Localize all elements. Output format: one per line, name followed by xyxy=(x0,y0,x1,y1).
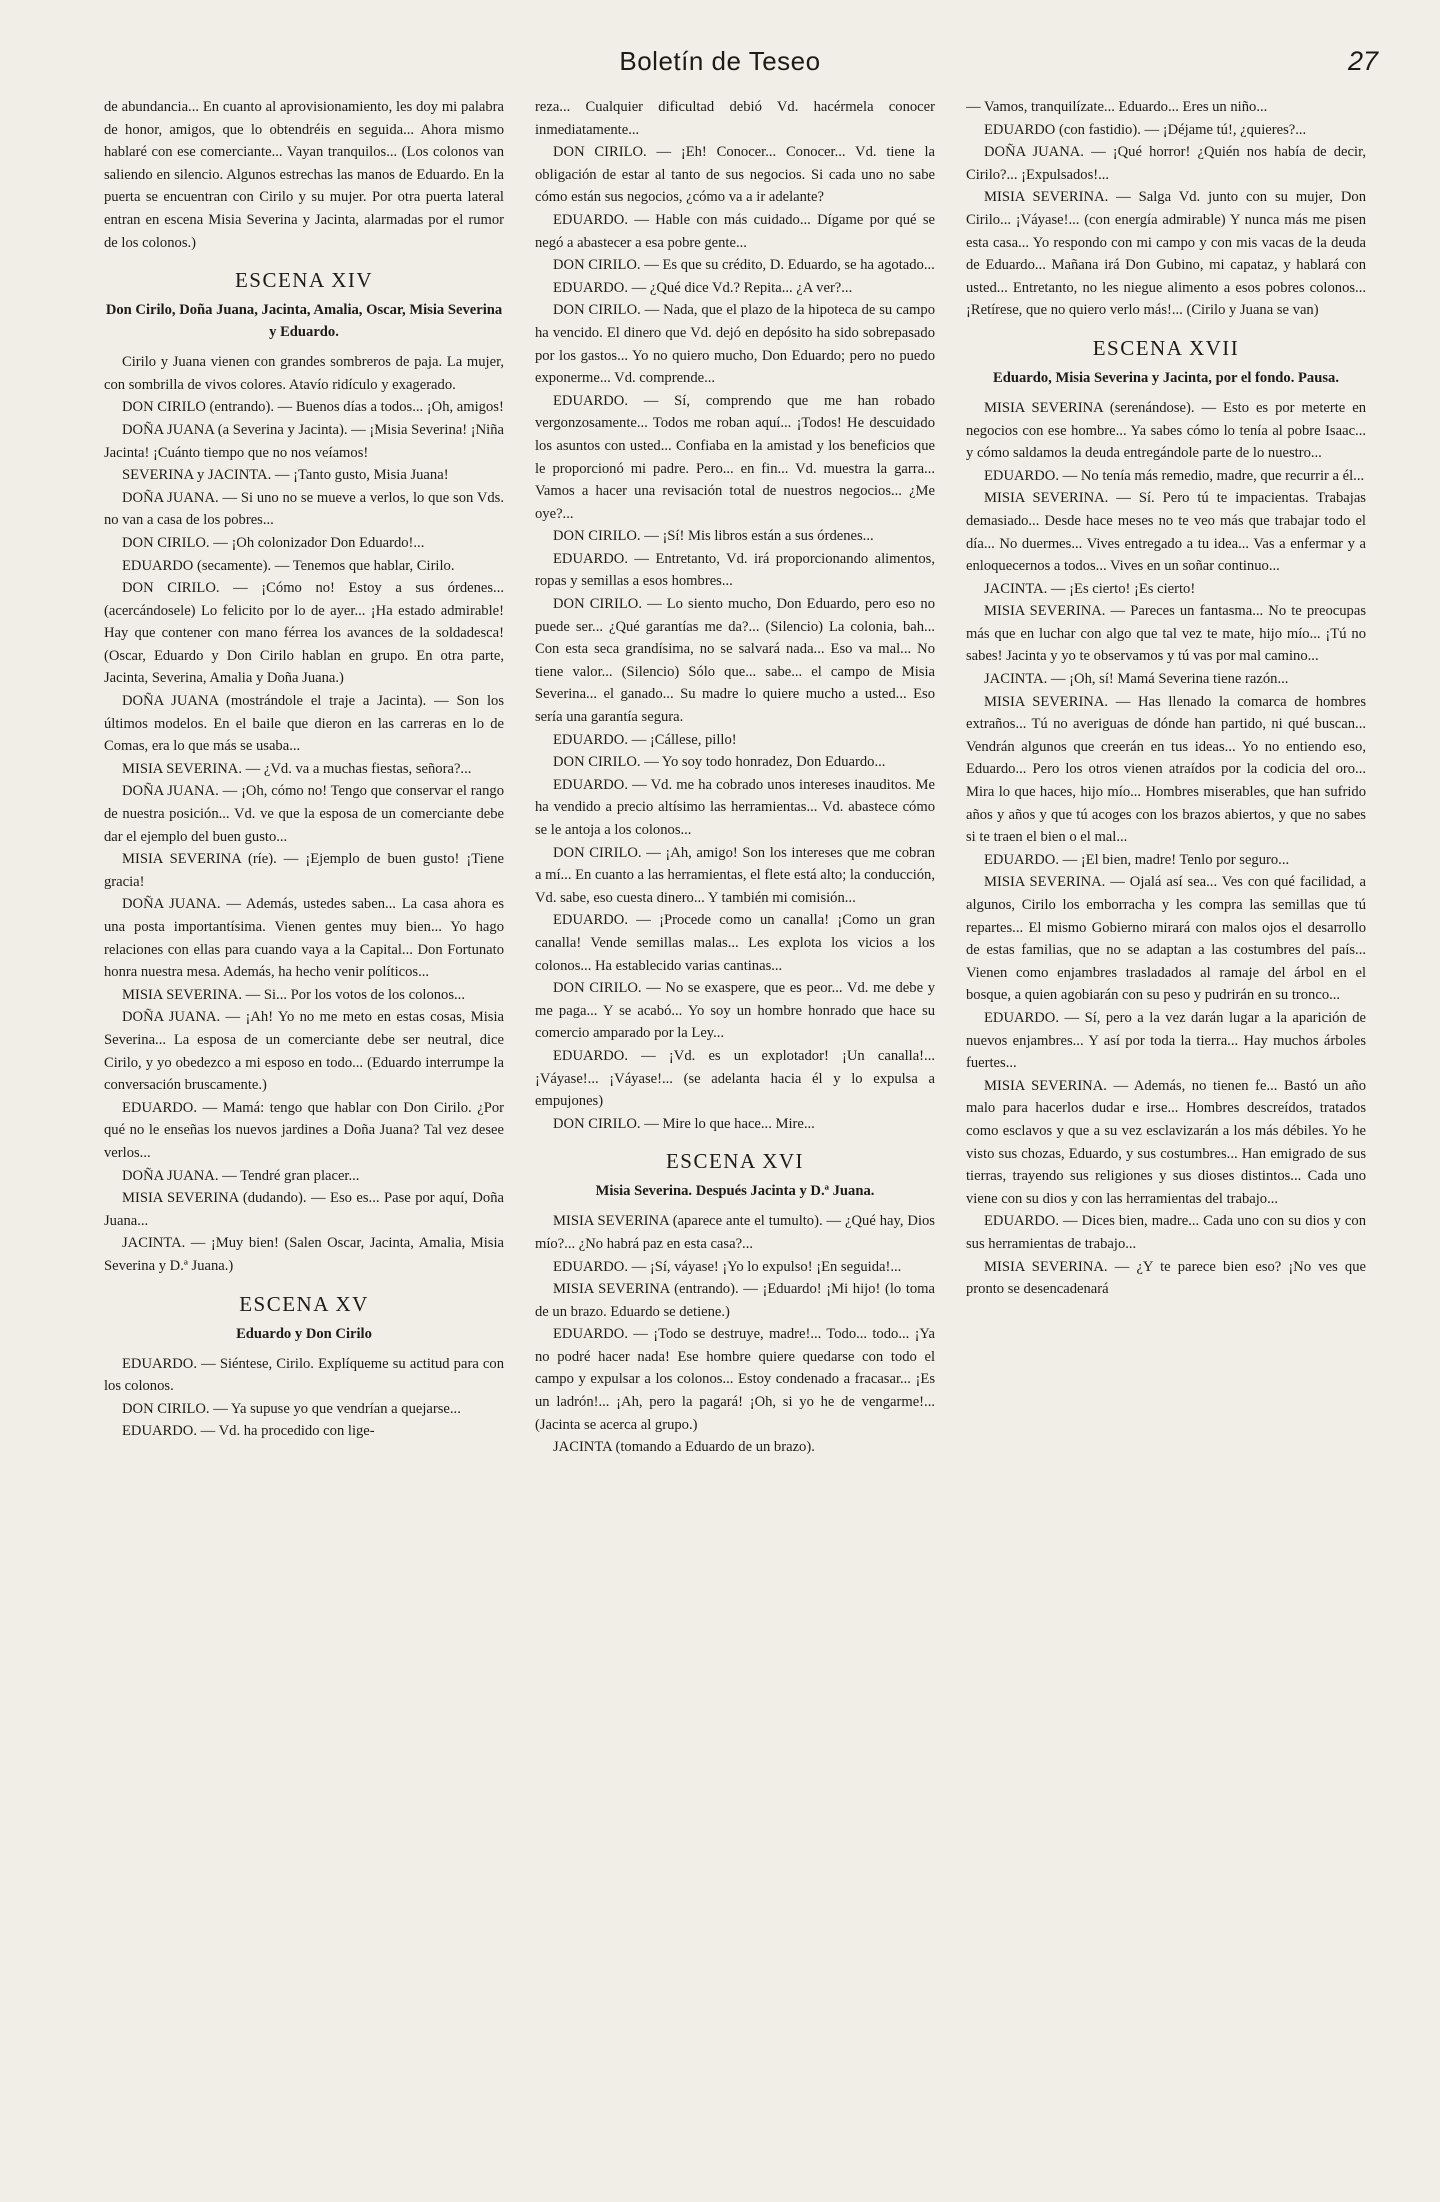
dialogue-paragraph: EDUARDO. — Sí, comprendo que me han robado vergonzosamente... Todos me roban aquí... ¡Todos! He descuidado los asuntos con usted... Confiaba en la amistad y los beneficios que le proporcionó mi padre. Pero... en fin... Vd. muestra la garra... Vamos a hacer una revisación total de nuestros negocios... ¿Me oye?... xyxy=(535,392,935,522)
dialogue-paragraph: DON CIRILO. — ¡Ah, amigo! Son los intereses que me cobran a mí... En cuanto a las herramientas, el flete está alto; la conducción, Vd. sabe, eso cuesta dinero... Y también mi comisión... xyxy=(535,844,935,906)
dialogue-paragraph: MISIA SEVERINA (entrando). — ¡Eduardo! ¡Mi hijo! (lo toma de un brazo. Eduardo se detiene.) xyxy=(535,1281,935,1320)
dialogue-paragraph: JACINTA. — ¡Es cierto! ¡Es cierto! xyxy=(984,580,1196,597)
scene-heading: ESCENA XVI xyxy=(665,1149,805,1174)
dialogue-paragraph: DON CIRILO. — ¡Eh! Conocer... Conocer... Vd. tiene la obligación de estar al tanto de sus negocios. Si cada uno no sabe cómo están sus negocios, ¿cómo va a ir adelante? xyxy=(535,144,935,206)
dialogue-paragraph: MISIA SEVERINA. — ¿Vd. va a muchas fiestas, señora?... xyxy=(122,760,472,777)
dialogue-paragraph: EDUARDO. — Siéntese, Cirilo. Explíqueme su actitud para con los colonos. xyxy=(104,1355,504,1395)
dialogue-paragraph: DOÑA JUANA. — Además, ustedes saben... La casa ahora es una posta importantísima. Vienen gentes muy bien... Yo hago relaciones con ellas para cuando vaya a la Capital... Don Fortunato honra nuestra mesa. Además, ha hecho venir políticos... xyxy=(104,896,504,981)
dialogue-paragraph: DOÑA JUANA. — ¡Ah! Yo no me meto en estas cosas, Misia Severina... La esposa de un comerciante debe ser neutral, dice Cirilo, y yo obedezco a mi esposo en todo... (Eduardo interrumpe la conversación bruscamente.) xyxy=(104,1009,504,1094)
dialogue-paragraph: DON CIRILO. — ¡Sí! Mis libros están a sus órdenes... xyxy=(553,528,874,545)
dialogue-paragraph: MISIA SEVERINA. — Además, no tienen fe... Bastó un año malo para hacerlos dudar e irse... Hombres descreídos, tratados como esclavos y que a su vez esclavizarán a los más débiles. Yo he visto sus chozas, Eduardo, y sus costumbres... Han emigrado de sus tierras, trayendo sus religiones y sus dioses distintos... Cada uno viene con su dios y con las herramientas del trabajo... xyxy=(966,1077,1366,1207)
dialogue-paragraph: MISIA SEVERINA. — Si... Por los votos de los colonos... xyxy=(122,986,465,1003)
dialogue-paragraph: DOÑA JUANA (mostrándole el traje a Jacinta). — Son los últimos modelos. En el baile que dieron en las carreras en lo de Comas, era lo que más se usaba... xyxy=(104,693,504,755)
scene-heading: ESCENA XVII xyxy=(1092,335,1240,360)
dialogue-paragraph: MISIA SEVERINA. — Has llenado la comarca de hombres extraños... Tú no averiguas de dónde han partido, ni qué buscan... Vendrán algunos que creerán en tus ideas... Yo no entiendo eso, Eduardo... Pero los otros vienen atraídos por la codicia del oro... Mira lo que haces, hijo mío... Hombres miserables, que han sufrido años y años y que tú acoges con los brazos abiertos, y que no sabes si te traen el bien o el mal... xyxy=(966,693,1366,846)
dialogue-paragraph: DOÑA JUANA. — Tendré gran placer... xyxy=(122,1167,360,1184)
dialogue-paragraph: SEVERINA y JACINTA. — ¡Tanto gusto, Misia Juana! xyxy=(122,467,449,484)
dialogue-paragraph: DON CIRILO. — ¡Cómo no! Estoy a sus órdenes... (acercándosele) Lo felicito por lo de ayer... ¡Ha estado admirable! Hay que contener con mano férrea los avances de la soldadesca! (Oscar, Eduardo y Don Cirilo hablan en grupo. En otra parte, Jacinta, Severina, Amalia y Doña Juana.) xyxy=(104,580,504,687)
dialogue-paragraph: MISIA SEVERINA. — Pareces un fantasma... No te preocupas más que en luchar con algo que tal vez te mate, hijo mío... ¡Tú no sabes! Jacinta y yo te observamos y tú vas por mal camino... xyxy=(966,603,1366,665)
dialogue-paragraph: DOÑA JUANA. — ¡Oh, cómo no! Tengo que conservar el rango de nuestra posición... Vd. ve que la esposa de un comerciante debe dar el ejemplo del buen gusto... xyxy=(104,783,504,845)
dialogue-paragraph: DOÑA JUANA. — Si uno no se mueve a verlos, lo que son Vds. no van a casa de los pobres... xyxy=(104,489,504,529)
dialogue-paragraph: DON CIRILO. — Es que su crédito, D. Eduardo, se ha agotado... xyxy=(553,257,935,274)
dialogue-paragraph: MISIA SEVERINA. — Sí. Pero tú te impacientas. Trabajas demasiado... Desde hace meses no te veo más que trabajar todo el día... No duermes... Vives entregado a tu idea... Vas a enfermar y a enloquecernos a todos... Vives en un soñar continuo... xyxy=(966,490,1366,575)
dialogue-paragraph: MISIA SEVERINA. — ¿Y te parece bien eso? ¡No ves que pronto se desencadenará xyxy=(966,1258,1366,1298)
dialogue-paragraph: EDUARDO. — Vd. ha procedido con lige- xyxy=(122,1423,375,1440)
dialogue-paragraph: MISIA SEVERINA (aparece ante el tumulto). — ¿Qué hay, Dios mío?... ¿No habrá paz en esta casa?... xyxy=(535,1213,935,1252)
scene-characters: Eduardo y Don Cirilo xyxy=(236,1325,372,1342)
dialogue-paragraph: DON CIRILO. — Nada, que el plazo de la hipoteca de su campo ha vencido. El dinero que Vd. dejó en depósito ha sido sobrepasado por los gastos... Yo no quiero mucho, Don Eduardo; pero no puedo exponerme... Vd. comprende... xyxy=(535,302,935,387)
scene-heading: ESCENA XIV xyxy=(234,268,374,293)
dialogue-paragraph: DOÑA JUANA (a Severina y Jacinta). — ¡Misia Severina! ¡Niña Jacinta! ¡Cuánto tiempo que no nos veíamos! xyxy=(104,421,504,461)
text-columns xyxy=(104,96,1366,2176)
dialogue-paragraph: EDUARDO. — ¿Qué dice Vd.? Repita... ¿A ver?... xyxy=(553,279,853,296)
page-header xyxy=(0,46,1440,86)
dialogue-paragraph: MISIA SEVERINA (ríe). — ¡Ejemplo de buen gusto! ¡Tiene gracia! xyxy=(104,851,504,890)
dialogue-paragraph: EDUARDO. — Hable con más cuidado... Dígame por qué se negó a abastecer a esa pobre gente... xyxy=(535,211,935,251)
running-title: Boletín de Teseo xyxy=(619,46,821,76)
dialogue-paragraph: EDUARDO. — ¡Vd. es un explotador! ¡Un canalla!... ¡Váyase!... ¡Váyase!... (se adelanta hacia él y lo expulsa a empujones) xyxy=(535,1047,935,1110)
dialogue-paragraph: DON CIRILO. — Mire lo que hace... Mire... xyxy=(553,1115,815,1132)
scene-characters: Don Cirilo, Doña Juana, Jacinta, Amalia, Oscar, Misia Severina y Eduardo. xyxy=(105,302,503,341)
dialogue-paragraph: EDUARDO. — Mamá: tengo que hablar con Don Cirilo. ¿Por qué no le enseñas los nuevos jardines a Doña Juana? Tal vez desee verlos... xyxy=(104,1099,504,1161)
dialogue-paragraph: EDUARDO. — ¡El bien, madre! Tenlo por seguro... xyxy=(984,851,1290,868)
dialogue-paragraph: EDUARDO. — Entretanto, Vd. irá proporcionando alimentos, ropas y semillas a esos hombres... xyxy=(535,550,935,590)
dialogue-paragraph: EDUARDO. — Vd. me ha cobrado unos intereses inauditos. Me ha vendido a precio altísimo las herramientas... Vd. abastece cómo se le antoja a los colonos... xyxy=(535,776,935,838)
text-column-1 xyxy=(104,96,504,2176)
dialogue-paragraph: DON CIRILO (entrando). — Buenos días a todos... ¡Oh, amigos! xyxy=(122,399,504,416)
dialogue-paragraph: EDUARDO. — ¡Todo se destruye, madre!... Todo... todo... ¡Ya no podré hacer nada! Ese hombre quiere quedarse con todo el campo y expulsar a los colonos... Estoy condenado a fracasar... ¡Es un ladrón!... ¡Ah, pero la pagará! ¡Oh, si yo he de vengarme!... (Jacinta se acerca al grupo.) xyxy=(535,1326,935,1433)
scene-characters: Misia Severina. Después Jacinta y D.ª Juana. xyxy=(595,1183,875,1200)
text-column-3 xyxy=(966,96,1366,2176)
text-column-2 xyxy=(535,96,935,2176)
dialogue-paragraph: EDUARDO (con fastidio). — ¡Déjame tú!, ¿quieres?... xyxy=(984,121,1307,138)
dialogue-paragraph: DON CIRILO. — Ya supuse yo que vendrían a quejarse... xyxy=(122,1400,461,1417)
dialogue-paragraph: DON CIRILO. — Lo siento mucho, Don Eduardo, pero eso no puede ser... ¿Qué garantías me da?... (Silencio) La colonia, bah... Con esta seca grandísima, no se salvará nada... Eso va mal... No tiene valor... (Silencio) Sólo que... sabe... el campo de Misia Severina... el ganado... Su madre lo quiere mucho a usted... Eso sería una garantía segura. xyxy=(535,596,935,726)
scene-heading: ESCENA XV xyxy=(239,1291,369,1316)
dialogue-paragraph: — Vamos, tranquilízate... Eduardo... Eres un niño... xyxy=(966,99,1268,115)
scene-characters: Eduardo, Misia Severina y Jacinta, por el fondo. Pausa. xyxy=(993,369,1339,386)
dialogue-paragraph: EDUARDO. — Dices bien, madre... Cada uno con su dios y con sus herramientas de trabajo... xyxy=(966,1213,1366,1252)
dialogue-paragraph: EDUARDO. — ¡Sí, váyase! ¡Yo lo expulso! ¡En seguida!... xyxy=(553,1258,902,1275)
dialogue-paragraph: de abundancia... En cuanto al aprovisionamiento, les doy mi palabra de honor, amigos, que lo obtendréis en seguida... Ahora mismo hablaré con ese comerciante... Vayan tranquilos... (Los colonos van saliendo en silencio. Algunos estrechas las manos de Eduardo. En la puerta se encuentran con Cirilo y su mujer. Por otra puerta lateral entran en escena Misia Severina y Jacinta, alarmadas por el rumor de los colonos.) xyxy=(104,99,504,251)
dialogue-paragraph: EDUARDO. — ¡Cállese, pillo! xyxy=(553,731,737,748)
dialogue-paragraph: MISIA SEVERINA. — Salga Vd. junto con su mujer, Don Cirilo... ¡Váyase!... (con energía admirable) Y nunca más me pisen esta casa... Yo respondo con mi campo y con mis vacas de la deuda de Eduardo... Mañana irá Don Gubino, mi capataz, y hablará con usted... Entretanto, no les niegue alimento a esos pobres colonos... ¡Retírese, que no quiero verlo más!... (Cirilo y Juana se van) xyxy=(966,189,1366,319)
dialogue-paragraph: JACINTA (tomando a Eduardo de un brazo). xyxy=(553,1439,815,1456)
dialogue-paragraph: Cirilo y Juana vienen con grandes sombreros de paja. La mujer, con sombrilla de vivos colores. Atavío ridículo y exagerado. xyxy=(104,354,504,393)
dialogue-paragraph: DON CIRILO. — ¡Oh colonizador Don Eduardo!... xyxy=(122,534,425,551)
dialogue-paragraph: MISIA SEVERINA. — Ojalá así sea... Ves con qué facilidad, a algunos, Cirilo los emborracha y les compra las semillas que tú repartes... El mismo Gobierno mirará con malos ojos el desarrollo de estas familias, que no se adaptan a las costumbres del país... Vienen como enjambres trasladados al ramaje del árbol en el bosque, a quien agobiarán con su peso y pudrirán en su tronco... xyxy=(966,874,1366,1004)
dialogue-paragraph: EDUARDO. — No tenía más remedio, madre, que recurrir a él... xyxy=(984,467,1365,484)
dialogue-paragraph: EDUARDO. — ¡Procede como un canalla! ¡Como un gran canalla! Vende semillas malas... Les explota los vicios a los colonos... Ha establecido varias cantinas... xyxy=(535,912,935,974)
dialogue-paragraph: EDUARDO. — Sí, pero a la vez darán lugar a la aparición de nuevos enjambres... Y así por toda la tierra... Hay muchos árboles fuertes... xyxy=(966,1009,1366,1072)
dialogue-paragraph: JACINTA. — ¡Muy bien! (Salen Oscar, Jacinta, Amalia, Misia Severina y D.ª Juana.) xyxy=(104,1235,504,1274)
dialogue-paragraph: EDUARDO (secamente). — Tenemos que hablar, Cirilo. xyxy=(122,557,455,574)
dialogue-paragraph: MISIA SEVERINA (dudando). — Eso es... Pase por aquí, Doña Juana... xyxy=(104,1190,504,1229)
dialogue-paragraph: DON CIRILO. — No se exaspere, que es peor... Vd. me debe y me paga... Y se acabó... Yo soy un hombre honrado que hace su comercio amparado por la Ley... xyxy=(535,980,935,1042)
dialogue-paragraph: DOÑA JUANA. — ¡Qué horror! ¿Quién nos había de decir, Cirilo?... ¡Expulsados!... xyxy=(966,144,1366,183)
dialogue-paragraph: reza... Cualquier dificultad debió Vd. hacérmela conocer inmediatamente... xyxy=(535,99,935,138)
dialogue-paragraph: MISIA SEVERINA (serenándose). — Esto es por meterte en negocios con ese hombre... Ya sabes cómo lo tenía al pobre Isaac... y cómo saldamos la deuda entregándole parte de lo nuestro... xyxy=(966,399,1366,462)
dialogue-paragraph: JACINTA. — ¡Oh, sí! Mamá Severina tiene razón... xyxy=(984,671,1289,688)
page-number: 27 xyxy=(1347,46,1378,76)
dialogue-paragraph: DON CIRILO. — Yo soy todo honradez, Don Eduardo... xyxy=(553,754,886,771)
